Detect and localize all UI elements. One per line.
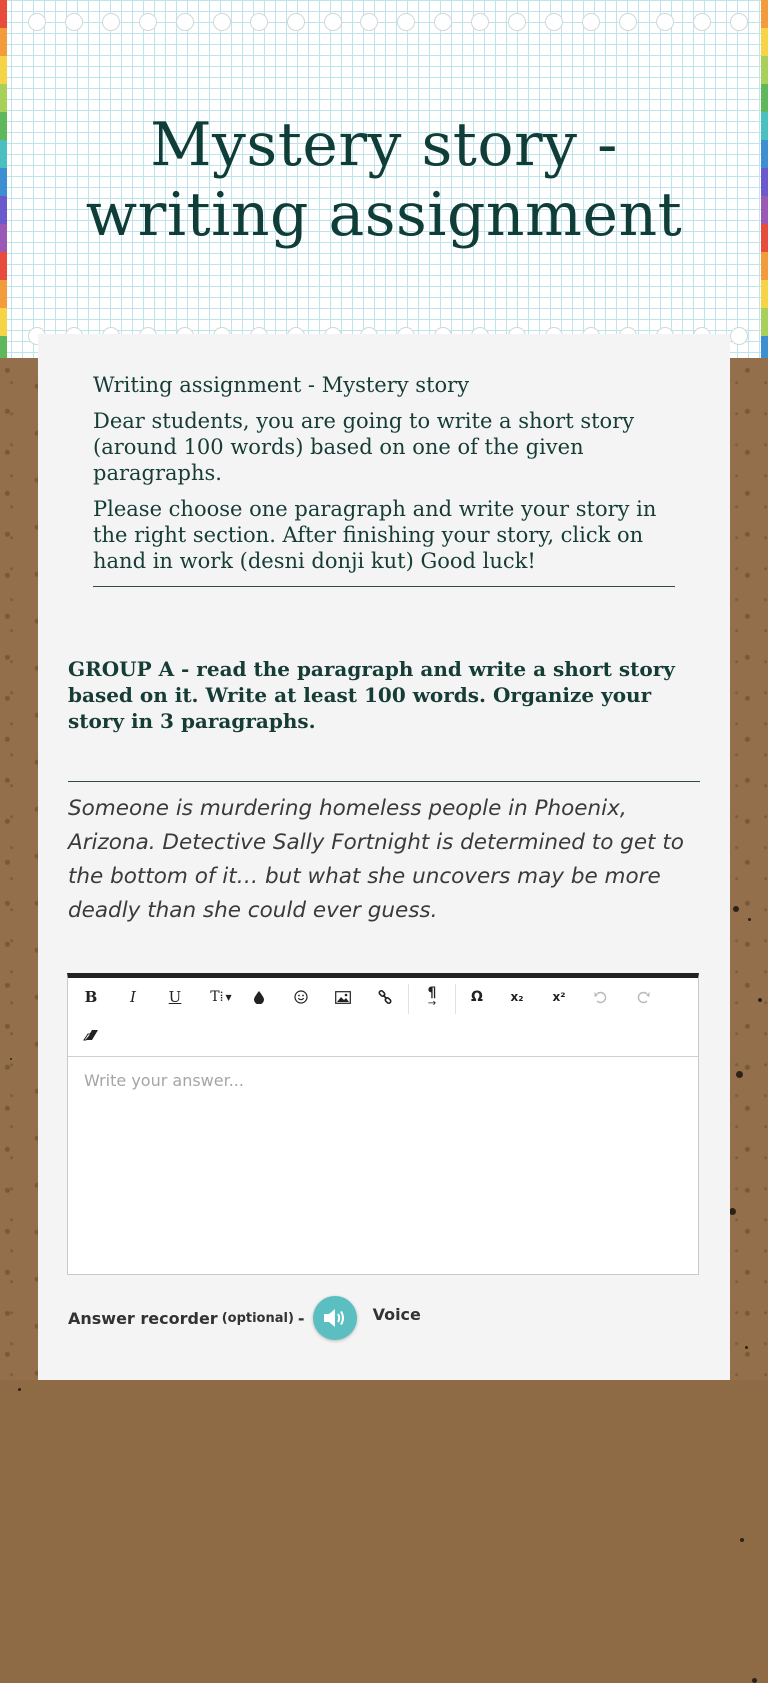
undo-icon[interactable] (586, 982, 616, 1012)
story-prompt: Someone is murdering homeless people in Phoenix, Arizona. Detective Sally Fortnight is determined to get to the bottom of it… but what she uncovers may be more deadly than she could ever guess. (68, 796, 684, 923)
clear-format-eraser-icon[interactable] (76, 1020, 106, 1050)
emoji-icon[interactable] (286, 982, 316, 1012)
toolbar-separator (455, 984, 456, 1014)
special-char-button[interactable]: Ω (471, 989, 483, 1005)
header-grid-paper (0, 0, 768, 358)
subscript-button[interactable]: x₂ (510, 990, 524, 1004)
answer-editor (67, 973, 699, 1275)
group-instructions: GROUP A - read the paragraph and write a short story based on it. Write at least 100 words. Organize your story in 3 paragraphs. (68, 657, 675, 733)
link-icon[interactable] (370, 982, 400, 1012)
answer-textarea[interactable] (68, 1057, 698, 1273)
text-size-dropdown[interactable] (202, 982, 240, 1012)
intro-divider (93, 586, 675, 587)
answer-recorder (68, 1294, 421, 1342)
italic-button[interactable]: I (130, 988, 136, 1006)
color-drop-icon[interactable] (244, 982, 274, 1012)
page-title-line2: writing assignment (85, 180, 683, 250)
recorder-label: Answer recorder (68, 1308, 218, 1328)
toolbar-separator (408, 984, 409, 1014)
group-divider (68, 781, 700, 782)
bold-button[interactable]: B (84, 988, 98, 1006)
voice-record-button[interactable] (313, 1296, 357, 1340)
voice-label: Voice (372, 1304, 421, 1324)
image-icon[interactable] (328, 982, 358, 1012)
intro-section (93, 372, 675, 584)
recorder-optional: (optional) (221, 1310, 294, 1326)
recorder-dash: - (297, 1308, 305, 1328)
paragraph-direction-icon[interactable]: ¶ → (427, 985, 437, 1009)
worksheet-card (38, 334, 730, 1380)
superscript-button[interactable]: x² (552, 990, 566, 1004)
page-title-line1: Mystery story - (150, 110, 618, 180)
intro-paragraph-1: Dear students, you are going to write a short story (around 100 words) based on one of the given paragraphs. (93, 409, 635, 485)
editor-toolbar (68, 978, 698, 1057)
page-title (0, 110, 768, 250)
speaker-icon (322, 1307, 348, 1329)
redo-icon[interactable] (628, 982, 658, 1012)
intro-paragraph-2: Please choose one paragraph and write your story in the right section. After finishing your story, click on hand in work (desni donji kut) Good luck! (93, 497, 657, 573)
caret-down-icon: ▼ (225, 992, 232, 1002)
text-size-label: T⁞ (210, 988, 224, 1005)
intro-heading: Writing assignment - Mystery story (93, 373, 470, 397)
underline-button[interactable]: U (168, 988, 182, 1006)
binder-holes-top (28, 13, 748, 31)
